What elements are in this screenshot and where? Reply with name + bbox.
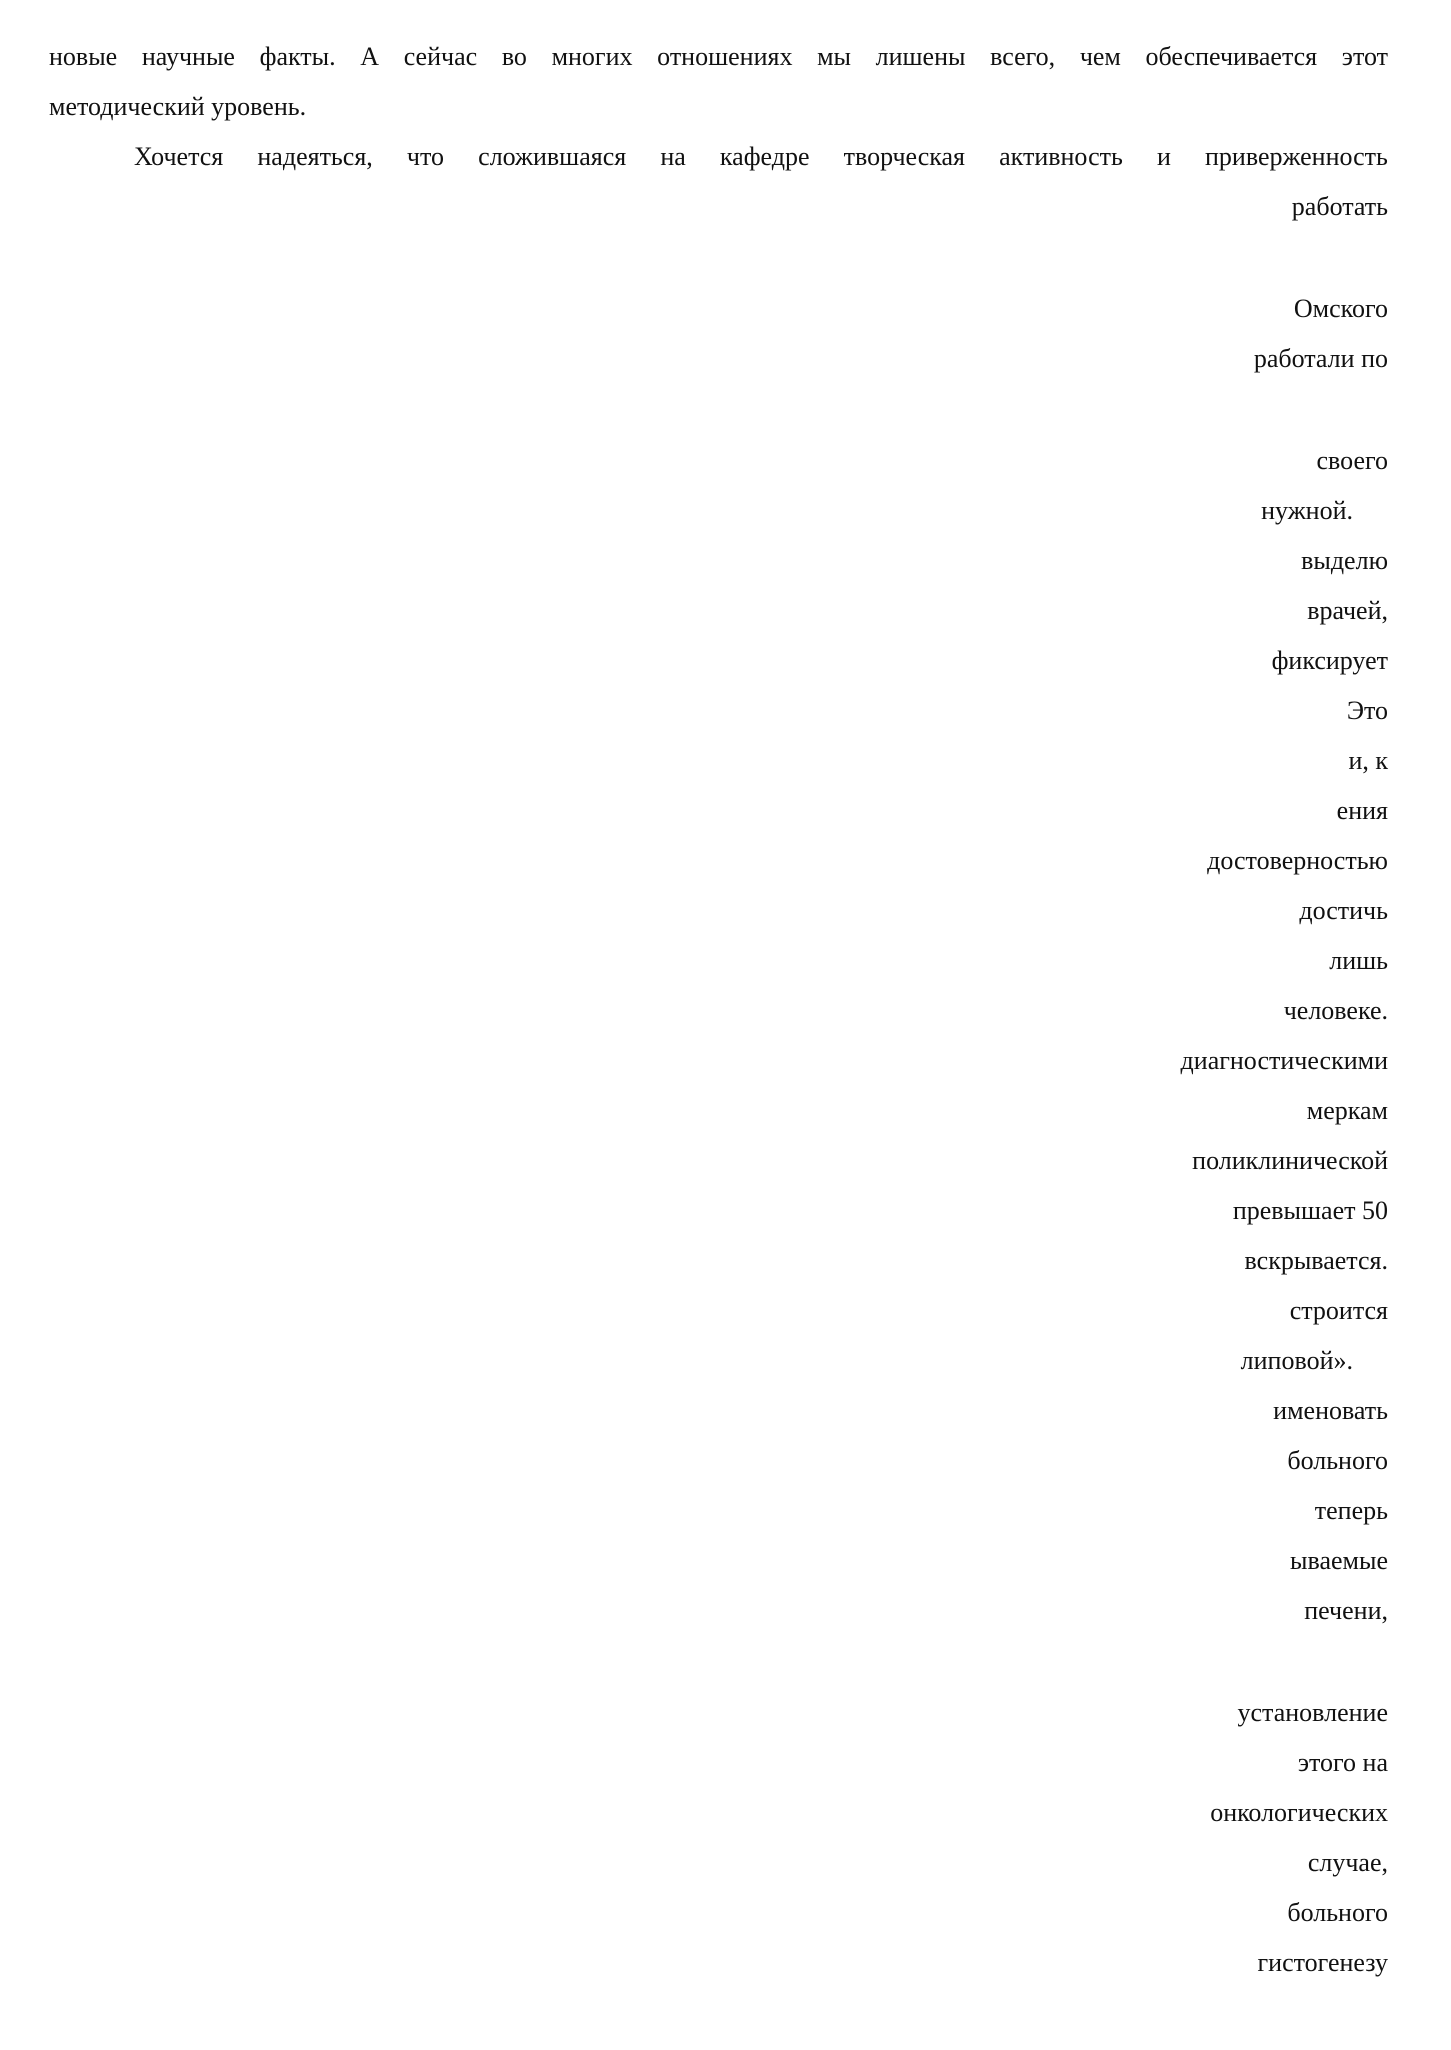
text-fragment: нужной. [1261,496,1353,525]
text-fragment: ываемые [1290,1546,1388,1575]
word: чем [1079,42,1121,71]
paragraph-1-line-2: методический уровень. [49,92,307,121]
word: лишены [875,42,966,71]
word: надеяться, [257,142,373,171]
text-fragment: и, к [1348,746,1388,775]
word: научные [141,42,235,71]
word: обеспечивается [1145,42,1318,71]
word: кафедре [719,142,810,171]
text-fragment: вскрывается. [1244,1246,1388,1275]
text-fragment: строится [1289,1296,1388,1325]
word: во [501,42,527,71]
word: этот [1341,42,1388,71]
text-fragment: достоверностью [1207,846,1388,875]
text-fragment: онкологических [1210,1798,1388,1827]
word: сложившаяся [478,142,627,171]
word: факты. [259,42,336,71]
paragraph-2-line-2: работать [1291,192,1388,221]
text-fragment: достичь [1299,896,1388,925]
text-fragment: гистогенезу [1257,1948,1388,1977]
text-fragment: этого на [1297,1748,1388,1777]
text-fragment: меркам [1306,1096,1388,1125]
text-fragment: случае, [1307,1848,1388,1877]
paragraph-1-line-1 [49,38,1388,76]
word: что [406,142,445,171]
text-fragment: своего [1316,446,1388,475]
word: всего, [990,42,1056,71]
text-fragment: печени, [1304,1596,1388,1625]
word: приверженность [1205,142,1388,171]
text-fragment: больного [1287,1446,1388,1475]
text-fragment: именовать [1273,1396,1388,1425]
paragraph-2-line-1 [134,138,1388,176]
word: сейчас [403,42,478,71]
text-fragment: больного [1287,1898,1388,1927]
text-fragment: Это [1346,696,1388,725]
text-fragment: теперь [1314,1496,1388,1525]
word: мы [817,42,851,71]
text-fragment: фиксирует [1271,646,1388,675]
text-fragment: работали по [1253,344,1388,373]
text-fragment: Омского [1293,294,1388,323]
text-fragment: выделю [1301,546,1388,575]
word: новые [49,42,118,71]
text-fragment: врачей, [1307,596,1388,625]
word: многих [551,42,633,71]
word: на [660,142,686,171]
word: Хочется [134,142,224,171]
word: и [1156,142,1171,171]
text-fragment: поликлинической [1192,1146,1388,1175]
word: отношениях [657,42,793,71]
text-fragment: превышает 50 [1232,1196,1388,1225]
text-fragment: ения [1336,796,1388,825]
text-fragment: диагностическими [1180,1046,1388,1075]
word: активность [999,142,1123,171]
text-fragment: липовой». [1240,1346,1353,1375]
text-fragment: установление [1237,1698,1388,1727]
word: А [360,42,380,71]
text-fragment: лишь [1329,946,1388,975]
word: творческая [843,142,965,171]
text-fragment: человеке. [1283,996,1388,1025]
